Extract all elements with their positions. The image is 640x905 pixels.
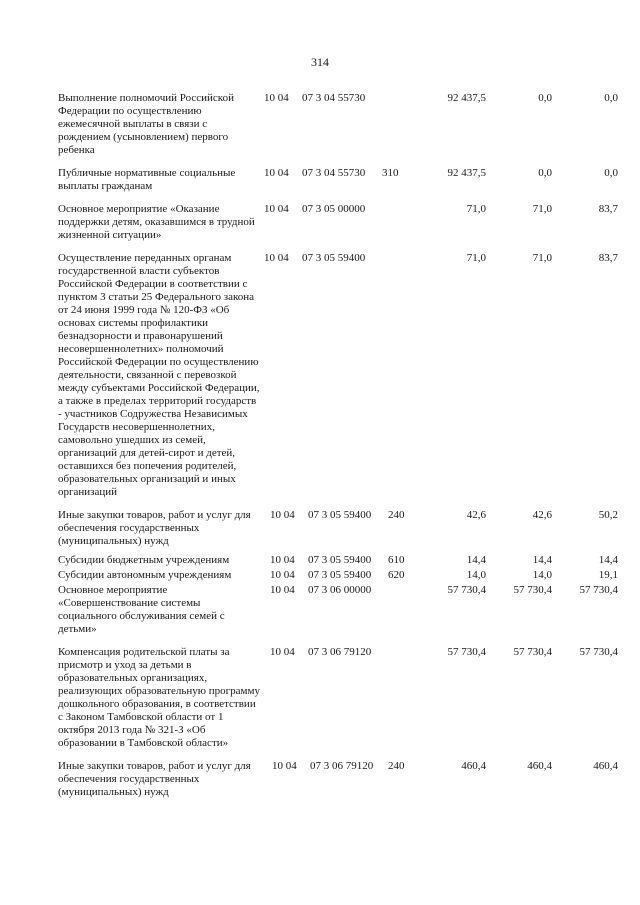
row-value-2: 42,6 [532,509,552,521]
row-target-code: 07 3 04 55730 [302,167,366,179]
row-name: Публичные нормативные социальные выплаты гражданам [58,167,236,192]
row-target-code: 07 3 05 59400 [308,509,372,521]
table-row [58,554,618,567]
row-value-2: 460,4 [527,760,552,772]
row-value-1: 92 437,5 [447,167,486,179]
row-name: Выполнение полномочий Российской Федерации по осуществлению ежемесячной выплаты в связи с рождением (усыновлением) первого ребенка [58,92,234,156]
row-expense-type: 240 [388,509,405,521]
table-row [58,760,618,799]
row-name: Основное мероприятие «Оказание поддержки детям, оказавшимся в трудной жизненной ситуации» [58,203,255,241]
row-name: Иные закупки товаров, работ и услуг для обеспечения государственных (муниципальных) нужд [58,509,251,547]
row-value-1: 71,0 [466,203,486,215]
table-row [58,509,618,548]
budget-table [58,92,618,805]
row-value-2: 14,0 [532,569,552,581]
row-value-3: 0,0 [604,92,618,104]
row-value-1: 57 730,4 [447,646,486,658]
row-target-code: 07 3 05 59400 [308,554,372,566]
row-value-2: 57 730,4 [513,584,552,596]
row-section-code: 10 04 [270,646,295,658]
row-value-2: 0,0 [538,92,552,104]
table-row [58,167,618,193]
row-value-1: 92 437,5 [447,92,486,104]
row-section-code: 10 04 [270,584,295,596]
row-value-3: 19,1 [598,569,618,581]
row-value-2: 71,0 [532,252,552,264]
row-expense-type: 310 [382,167,399,179]
row-value-3: 50,2 [598,509,618,521]
row-value-1: 42,6 [466,509,486,521]
row-target-code: 07 3 06 00000 [308,584,372,596]
row-section-code: 10 04 [264,203,289,215]
row-name: Субсидии бюджетным учреждениям [58,554,230,566]
row-section-code: 10 04 [264,167,289,179]
row-value-3: 83,7 [598,203,618,215]
row-expense-type: 240 [388,760,405,772]
row-name: Иные закупки товаров, работ и услуг для обеспечения государственных (муниципальных) нужд [58,760,251,798]
row-target-code: 07 3 04 55730 [302,92,366,104]
row-target-code: 07 3 06 79120 [308,646,372,658]
row-target-code: 07 3 05 59400 [308,569,372,581]
row-section-code: 10 04 [270,509,295,521]
row-value-1: 14,0 [466,569,486,581]
row-value-3: 0,0 [604,167,618,179]
row-name: Осуществление переданных органам государственной власти субъектов Российской Федерации в соответствии с пунктом 3 статьи 25 Федерального закона от 24 июня 1999 года № 120-ФЗ «Об основах системы профилактики безнадзорности и правонарушений несовершеннолетних» полномочий Российской Федерации по осуществлению деятельности, связанной с перевозкой между субъектами Российской Федерации, а также в пределах территорий государств - участников Содружества Независимых Государств несовершеннолетних, самовольно ушедших из семей, организаций для детей-сирот и детей, оставшихся без попечения родителей, образовательных организаций и иных организаций [58,252,260,498]
row-value-2: 14,4 [532,554,552,566]
row-section-code: 10 04 [264,252,289,264]
row-value-3: 57 730,4 [579,646,618,658]
row-value-3: 460,4 [593,760,618,772]
row-section-code: 10 04 [270,554,295,566]
page-number: 314 [311,55,329,69]
table-row [58,584,618,636]
row-section-code: 10 04 [264,92,289,104]
table-row [58,92,618,157]
row-expense-type: 610 [388,554,405,566]
row-value-1: 57 730,4 [447,584,486,596]
row-name: Компенсация родительской платы за присмотр и уход за детьми в образовательных организациях, реализующих образовательную программу дошкольного образования, в соответствии с Законом Тамбовской области от 1 октября 2013 года № 321-З «Об образовании в Тамбовской области» [58,646,260,749]
table-row [58,203,618,242]
row-value-1: 71,0 [466,252,486,264]
row-name: Субсидии автономным учреждениям [58,569,232,581]
row-value-2: 0,0 [538,167,552,179]
row-value-3: 14,4 [598,554,618,566]
table-row [58,252,618,499]
row-value-3: 57 730,4 [579,584,618,596]
row-name: Основное мероприятие «Совершенствование системы социального обслуживания семей с детьми» [58,584,225,635]
row-expense-type: 620 [388,569,405,581]
row-value-3: 83,7 [598,252,618,264]
row-target-code: 07 3 05 59400 [302,252,366,264]
table-row [58,646,618,750]
row-value-2: 57 730,4 [513,646,552,658]
row-value-2: 71,0 [532,203,552,215]
table-row [58,569,618,582]
row-value-1: 14,4 [466,554,486,566]
row-section-code: 10 04 [272,760,297,772]
row-target-code: 07 3 05 00000 [302,203,366,215]
row-section-code: 10 04 [270,569,295,581]
row-target-code: 07 3 06 79120 [310,760,374,772]
row-value-1: 460,4 [461,760,486,772]
